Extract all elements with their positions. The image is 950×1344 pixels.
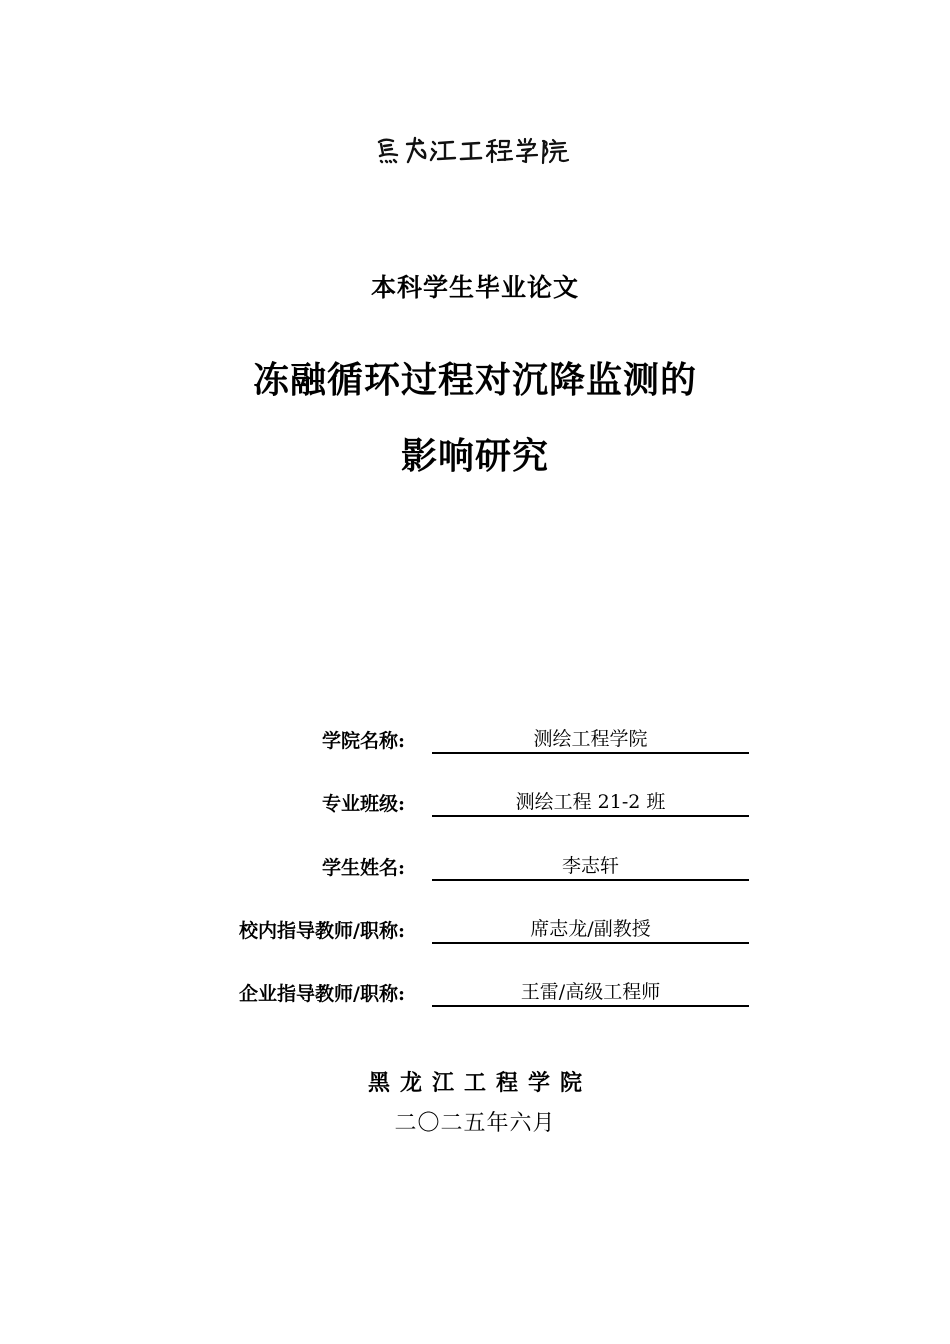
thesis-title-line-2: 影响研究 [400, 435, 549, 477]
thesis-title-line-1: 冻融循环过程对沉降监测的 [252, 359, 697, 401]
institution-name: 黑龙江工程学院 [367, 1070, 592, 1096]
info-row-college [0, 720, 950, 760]
college-value: 测绘工程学院 [432, 726, 749, 754]
info-row-major-class [0, 783, 950, 823]
enterprise-advisor-value: 王雷/高级工程师 [432, 979, 749, 1007]
university-logo [0, 132, 950, 172]
calligraphy-logo-icon [375, 132, 575, 172]
enterprise-advisor-label: 企业指导教师/职称: [239, 983, 405, 1005]
student-name-value: 李志轩 [432, 853, 749, 881]
info-row-enterprise-advisor [0, 973, 950, 1013]
submission-date: 二〇二五年六月 [394, 1111, 556, 1136]
thesis-type-heading: 本科学生毕业论文 [370, 273, 579, 302]
college-label: 学院名称: [321, 730, 405, 752]
major-class-value: 测绘工程 21-2 班 [432, 789, 749, 817]
major-class-label: 专业班级: [321, 793, 405, 815]
info-row-student-name [0, 847, 950, 887]
info-row-school-advisor [0, 910, 950, 950]
student-name-label: 学生姓名: [321, 857, 405, 879]
school-advisor-value: 席志龙/副教授 [432, 916, 749, 944]
school-advisor-label: 校内指导教师/职称: [239, 920, 405, 942]
